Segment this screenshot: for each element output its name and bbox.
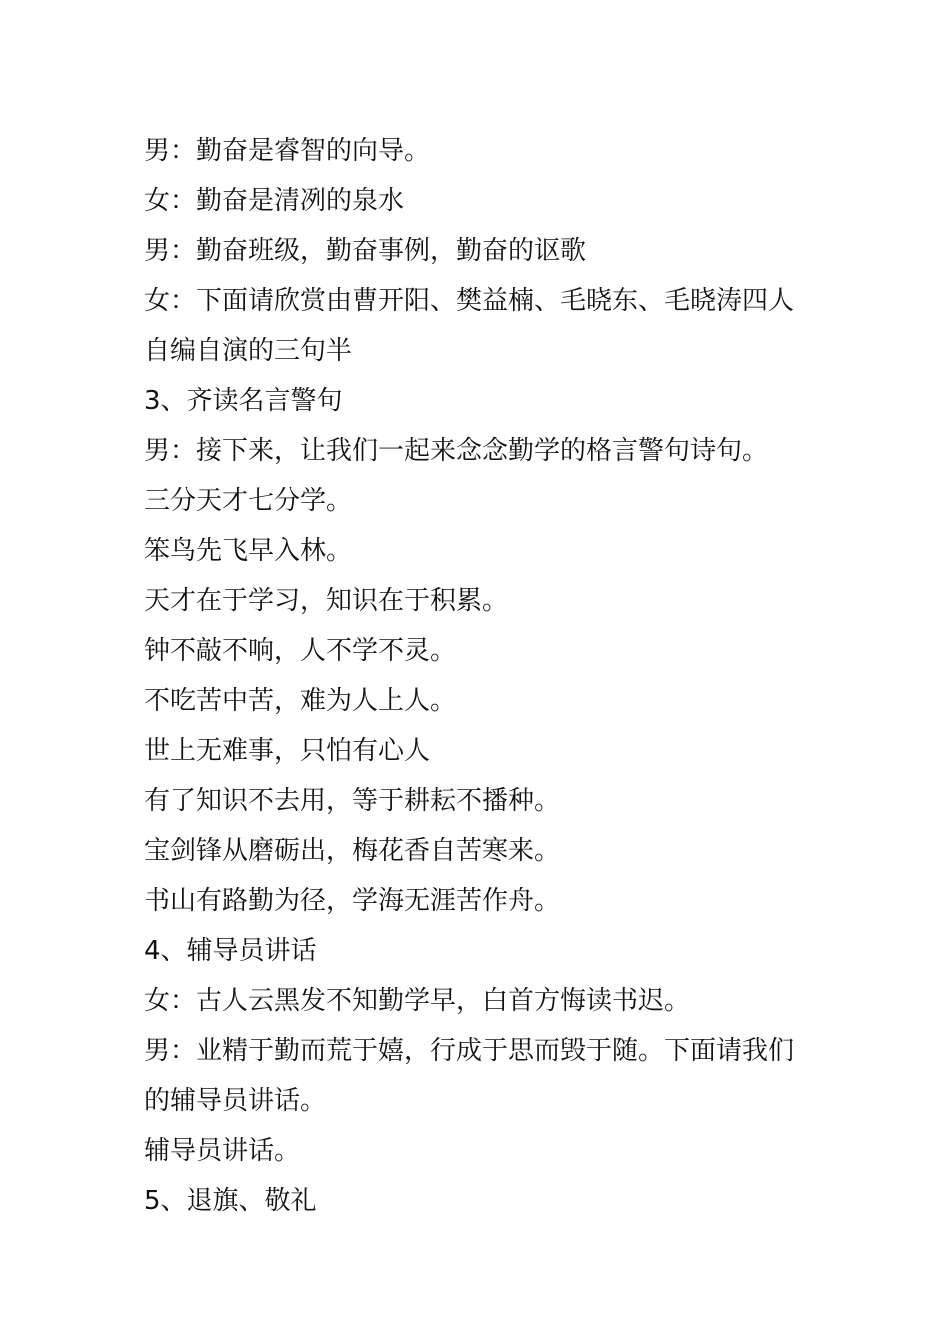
dialogue-line: 女：古人云黑发不知勤学早，白首方悔读书迟。: [144, 986, 691, 1016]
proverb-line: 天才在于学习，知识在于积累。: [144, 586, 509, 616]
proverb-line: 宝剑锋从磨砺出，梅花香自苦寒来。: [144, 836, 561, 866]
body-line: 辅导员讲话。: [144, 1136, 301, 1166]
document-body: [144, 126, 824, 1226]
proverb-line: 世上无难事，只怕有心人: [144, 736, 431, 766]
section-heading: 3、齐读名言警句: [144, 386, 343, 416]
section-heading: 4、辅导员讲话: [144, 936, 317, 966]
dialogue-line: 女：下面请欣赏由曹开阳、樊益楠、毛晓东、毛晓涛四人: [144, 286, 795, 316]
dialogue-line-continuation: 的辅导员讲话。: [144, 1086, 327, 1116]
proverb-line: 有了知识不去用，等于耕耘不播种。: [144, 786, 561, 816]
proverb-line: 三分天才七分学。: [144, 486, 353, 516]
dialogue-line: 男：勤奋班级，勤奋事例，勤奋的讴歌: [144, 236, 587, 266]
dialogue-line-continuation: 自编自演的三句半: [144, 336, 353, 366]
proverb-line: 书山有路勤为径，学海无涯苦作舟。: [144, 886, 561, 916]
proverb-line: 钟不敲不响，人不学不灵。: [144, 636, 457, 666]
section-heading: 5、退旗、敬礼: [144, 1186, 317, 1216]
proverb-line: 不吃苦中苦，难为人上人。: [144, 686, 457, 716]
dialogue-line: 男：接下来，让我们一起来念念勤学的格言警句诗句。: [144, 436, 769, 466]
dialogue-line: 男：勤奋是睿智的向导。: [144, 136, 431, 166]
dialogue-line: 男：业精于勤而荒于嬉，行成于思而毁于随。下面请我们: [144, 1036, 795, 1066]
dialogue-line: 女：勤奋是清冽的泉水: [144, 186, 405, 216]
proverb-line: 笨鸟先飞早入林。: [144, 536, 353, 566]
